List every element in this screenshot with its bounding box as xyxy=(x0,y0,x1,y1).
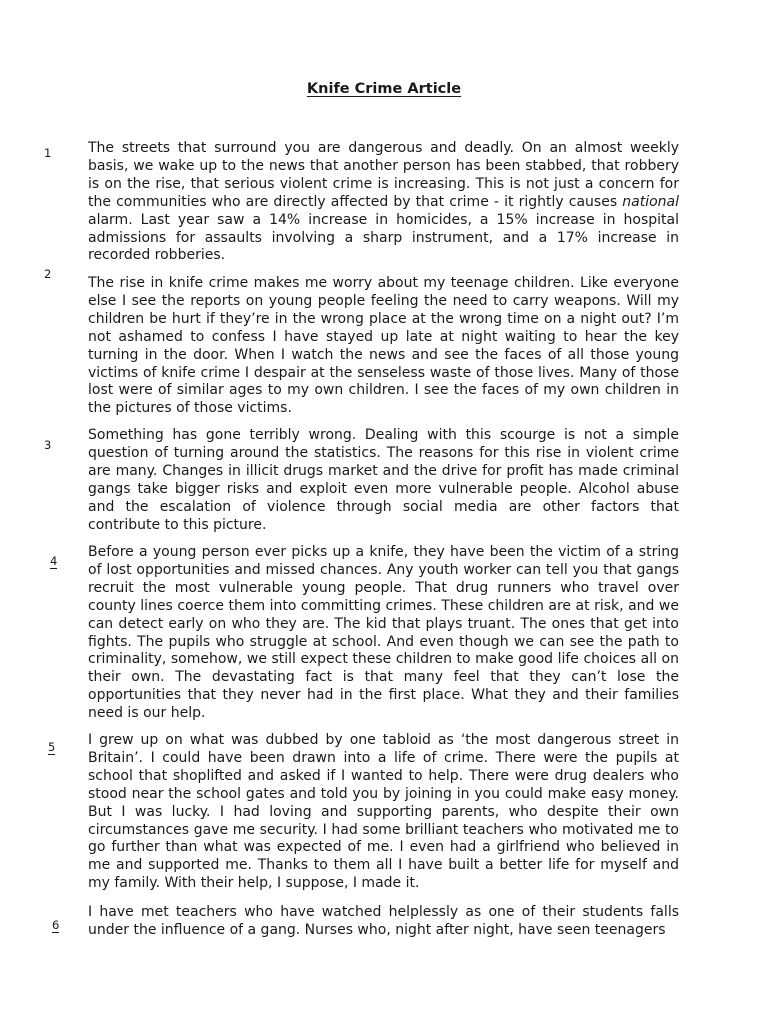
document-title: Knife Crime Article xyxy=(306,81,462,97)
paragraph-number: 1 xyxy=(44,146,52,160)
paragraph-text: I have met teachers who have watched helplessly as one of their students falls under the influence of a gang. Nurses who, night after night, have seen teenagers xyxy=(88,904,679,938)
paragraph-text: I grew up on what was dubbed by one tabloid as ‘the most dangerous street in Britain’. I could have been drawn into a life of crime. There were the pupils at school that shoplifted and asked if I wanted to help. There were drug dealers who stood near the school gates and told you by joining in you could make easy money. But I was lucky. I had loving and supporting parents, who despite their own circumstances gave me security. I had some brilliant teachers who motivated me to go further than what was expected of me. I even had a girlfriend who believed in me and supported me. Thanks to them all I have built a better life for myself and my family. With their help, I suppose, I made it. xyxy=(88,732,679,892)
emphasis-word: national xyxy=(622,193,679,210)
paragraph-number: 4 xyxy=(50,554,58,568)
paragraph-text: Something has gone terribly wrong. Dealing with this scourge is not a simple question of turning around the statistics. The reasons for this rise in violent crime are many. Changes in illicit drugs market and the drive for profit has made criminal gangs take bigger risks and exploit even more vulnerable people. Alcohol abuse and the escalation of violence through social media are other factors that contribute to this picture. xyxy=(88,427,679,533)
paragraph-number: 6 xyxy=(52,918,60,932)
paragraph-text: The streets that surround you are dangerous and deadly. On an almost weekly basis, we wake up to the news that another person has been stabbed, that robbery is on the rise, that serious violent crime is increasing. This is not just a concern for the communities who are directly affected by that crime - it rightly causes national alarm. Last year saw a 14% increase in homicides, a 15% increase in hospital admissions for assaults involving a sharp instrument, and a 17% increase in recorded robberies. xyxy=(88,140,679,264)
paragraph-text: The rise in knife crime makes me worry about my teenage children. Like everyone else I see the reports on young people feeling the need to carry weapons. Will my children be hurt if they’re in the wrong place at the wrong time on a night out? I’m not ashamed to confess I have stayed up late at night waiting to hear the key turning in the door. When I watch the news and see the faces of all those young victims of knife crime I despair at the senseless waste of those lives. Many of those lost were of similar ages to my own children. I see the faces of my own children in the pictures of those victims. xyxy=(88,275,679,417)
paragraph-text: Before a young person ever picks up a knife, they have been the victim of a string of lost opportunities and missed chances. Any youth worker can tell you that gangs recruit the most vulnerable young people. That drug runners who travel over county lines coerce them into committing crimes. These children are at risk, and we can detect early on who they are. The kid that plays truant. The ones that get into fights. The pupils who struggle at school. And even though we can see the path to criminality, somehow, we still expect these children to make good life choices all on their own. The devastating fact is that many feel that they can’t lose the opportunities that they never had in the first place. What they and their families need is our help. xyxy=(88,544,679,722)
paragraph-number: 5 xyxy=(48,740,56,754)
paragraph-number: 3 xyxy=(44,438,52,452)
paragraph-number: 2 xyxy=(44,267,52,281)
